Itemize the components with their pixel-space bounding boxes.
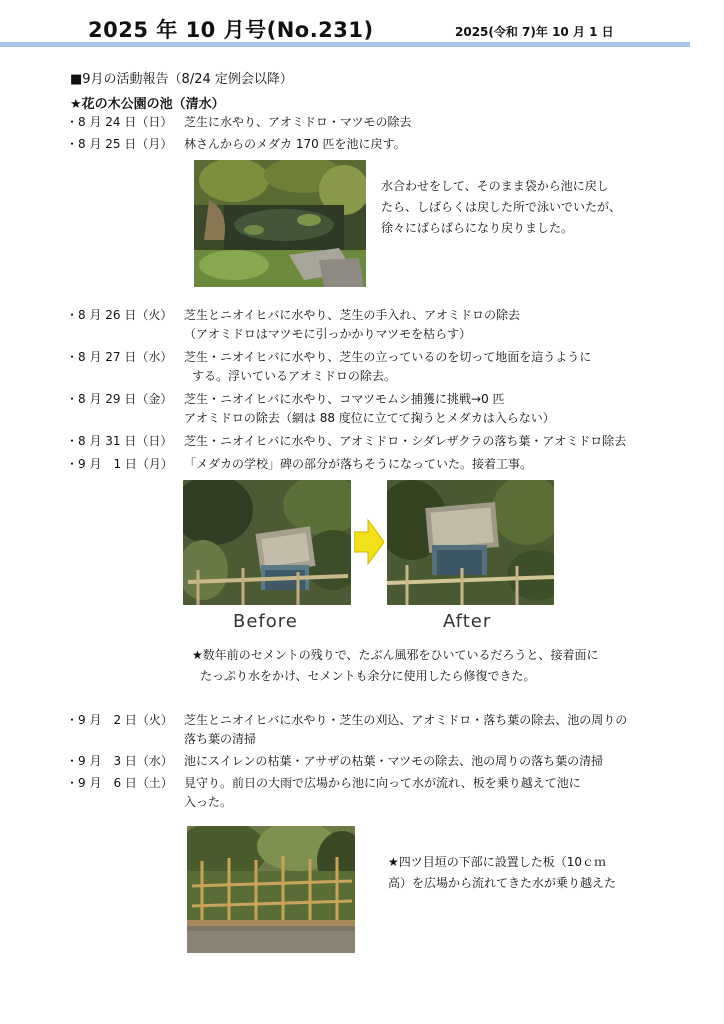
entry-text: 林さんからのメダカ 170 匹を池に戻す。 — [184, 137, 406, 151]
before-photo — [183, 480, 351, 605]
entry-text: 見守り。前日の大雨で広場から池に向って水が流れ、板を乗り越えて池に — [184, 776, 581, 790]
entry-text: 芝生に水やり、アオミドロ・マツモの除去 — [184, 115, 412, 129]
note-line: ★数年前のセメントの残りで、たぶん風邪をひいているだろうと、接着面に — [192, 648, 599, 662]
entry-date: ・9 月 2 日（火） — [66, 713, 173, 727]
note-line: 水合わせをして、そのまま袋から池に戻し — [381, 179, 609, 193]
after-photo — [387, 480, 554, 605]
subsection-title: ★花の木公園の池（清水） — [70, 97, 225, 112]
section-title: ■9月の活動報告（8/24 定例会以降） — [70, 72, 293, 87]
fence-note — [388, 852, 616, 894]
entry-text: 芝生・ニオイヒバに水やり、アオミドロ・シダレザクラの落ち葉・アオミドロ除去 — [184, 434, 627, 448]
entry-text-continued: 落ち葉の清掃 — [184, 732, 257, 746]
entry-date: ・8 月 26 日（火） — [66, 308, 173, 322]
entry-text: 芝生とニオイヒバに水やり・芝生の刈込、アオミドロ・落ち葉の除去、池の周りの — [184, 713, 628, 727]
medaka-pond-photo — [194, 160, 366, 287]
note-line: 高）を広場から流れてきた水が乗り越えた — [388, 876, 617, 890]
entry-text: 「メダカの学校」碑の部分が落ちそうになっていた。接着工事。 — [184, 457, 533, 471]
header-rule — [0, 42, 690, 47]
note-line: ★四ツ目垣の下部に設置した板（10ｃｍ — [388, 855, 607, 869]
note-line: 徐々にばらばらになり戻りました。 — [381, 221, 574, 235]
medaka-note — [381, 176, 621, 239]
entry-date: ・9 月 1 日（月） — [66, 457, 173, 471]
entry-text-continued: アオミドロの除去（網は 88 度位に立てて掬うとメダカは入らない） — [184, 411, 555, 425]
entry-text: 池にスイレンの枯葉・アサザの枯葉・マツモの除去、池の周りの落ち葉の清掃 — [184, 754, 604, 768]
note-line: たっぷり水をかけ、セメントも余分に使用したら修復できた。 — [200, 669, 536, 683]
entry-text: 芝生とニオイヒバに水やり、芝生の手入れ、アオミドロの除去 — [184, 308, 521, 322]
issue-date: 2025(令和 7)年 10 月 1 日 — [455, 25, 614, 39]
note-line: たら、しばらくは戻した所で泳いでいたが、 — [381, 200, 622, 214]
entry-text-continued: 入った。 — [184, 795, 233, 809]
entry-date: ・8 月 29 日（金） — [66, 392, 173, 406]
entry-text: 芝生・ニオイヒバに水やり、芝生の立っているのを切って地面を這うように — [184, 350, 592, 364]
entry-date: ・8 月 25 日（月） — [66, 137, 173, 151]
page-header — [0, 0, 724, 50]
entry-date: ・8 月 24 日（日） — [66, 115, 173, 129]
before-label: Before — [233, 611, 298, 632]
fence-photo — [187, 826, 355, 953]
arrow-right-icon — [354, 518, 384, 566]
entry-text-continued: する。浮いているアオミドロの除去。 — [192, 369, 396, 383]
entry-text-continued: （アオミドロはマツモに引っかかりマツモを枯らす） — [184, 327, 472, 341]
entry-date: ・8 月 31 日（日） — [66, 434, 173, 448]
entry-date: ・8 月 27 日（水） — [66, 350, 173, 364]
after-label: After — [443, 611, 492, 632]
entry-date: ・9 月 3 日（水） — [66, 754, 173, 768]
entry-text: 芝生・ニオイヒバに水やり、コマツモムシ捕獲に挑戦→0 匹 — [184, 392, 505, 406]
issue-title: 2025 年 10 月号(No.231) — [88, 18, 374, 42]
entry-date: ・9 月 6 日（土） — [66, 776, 173, 790]
cement-note — [192, 645, 599, 687]
